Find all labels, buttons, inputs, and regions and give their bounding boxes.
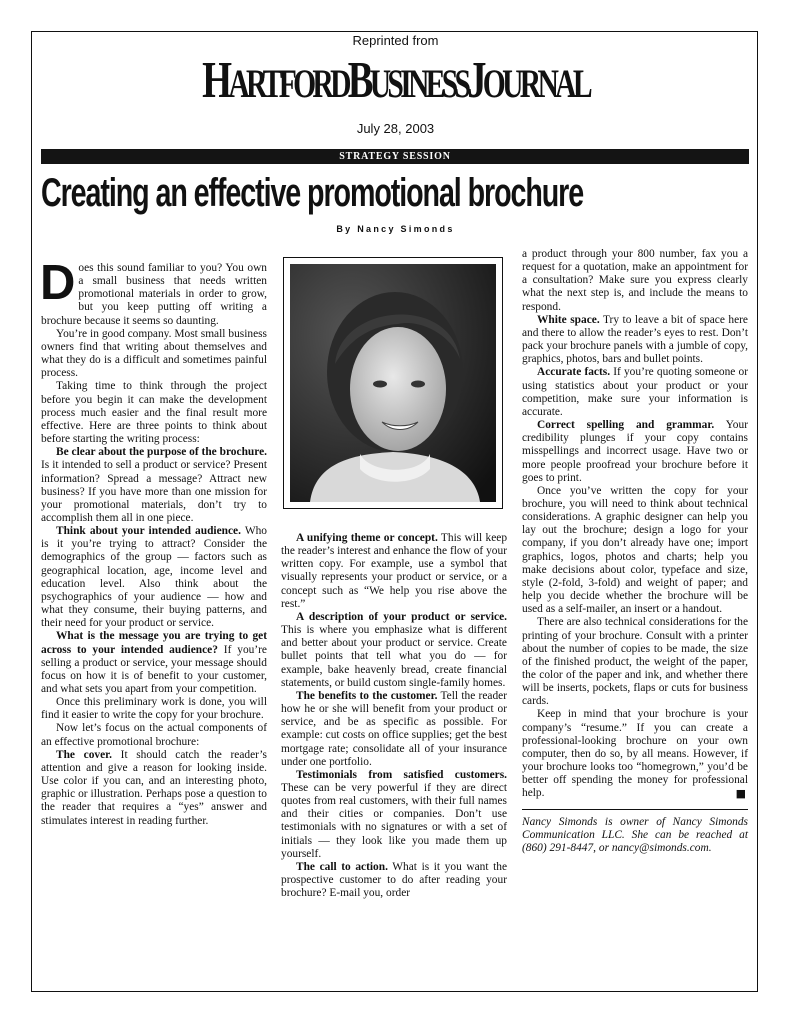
paragraph: A unifying theme or concept. This will keep the reader’s interest and enhance the flow of your written copy. For example, use a symbol that visually represents your product or service, or a concept such as “We help you rise above the rest.” xyxy=(281,532,508,610)
paragraph: a product through your 800 number, fax you a request for a quotation, make an appointment for a consultation? Make sure you express clearly what the next step is, and include the means to respond. xyxy=(522,248,748,313)
masthead: HARTFORDBUSINESSJOURNAL xyxy=(202,52,589,109)
paragraph: The call to action. What is it you want the prospective customer to do after reading your brochure? E-mail you, order xyxy=(281,860,507,900)
author-bio: Nancy Simonds is owner of Nancy Simonds Communication LLC. She can be reached at (860) 291-8447, or nancy@simonds.com. xyxy=(522,815,748,854)
paragraph: There are also technical considerations for the printing of your brochure. Consult with a printer about the number of copies to be made, the size of the finished product, the weight of the paper, the color of the paper and ink, and whether there will be inserts, pockets, flaps or cuts for business cards. xyxy=(522,616,748,708)
divider xyxy=(522,809,748,810)
column-2 xyxy=(281,532,507,900)
end-mark-icon: ■ xyxy=(735,787,746,801)
portrait-illustration xyxy=(290,264,496,502)
paragraph: Testimonials from satisfied customers. These can be very powerful if they are direct quotes from real customers, with their full names and their cities or companies. Don’t use testimonials with no signatures or with a set of initials — they look like you made them up yourself. xyxy=(281,768,507,860)
paragraph: Accurate facts. If you’re quoting someone or using statistics about your product or your competition, make sure your information is accurate. xyxy=(522,366,748,418)
section-bar: STRATEGY SESSION xyxy=(41,149,749,164)
column-1 xyxy=(40,256,267,828)
paragraph: White space. Try to leave a bit of space here and there to allow the reader’s eyes to rest. Don’t pack your brochure panels with a jumble of copy, graphics, photos, bars and bullet points. xyxy=(522,313,748,366)
byline: By Nancy Simonds xyxy=(336,224,455,234)
paragraph: The cover. It should catch the reader’s attention and give a reason for looking inside. Use color if you can, and an interesting photo, graphic or illustration. Perhaps pose a question to the reader that requires a “yes” answer and stimulates interest in reading further. xyxy=(41,748,267,827)
paragraph: Correct spelling and grammar. Your credibility plunges if your copy contains misspellings and incorrect usage. Have two or more people proofread your brochure before it goes to print. xyxy=(522,419,748,484)
drop-cap: D xyxy=(40,256,76,310)
paragraph: Now let’s focus on the actual components of an effective promotional brochure: xyxy=(41,722,267,748)
paragraph: Once you’ve written the copy for your brochure, you will need to think about technical considerations. A graphic designer can help you lay out the brochure; design a logo for your company, if you don’t already have one; import graphics, logos, photos and charts; help you make decisions about color, typeface and size, style (2-fold, 3-fold) and weight of paper; and help you decide whether the brochure will be used as a self-mailer, an insert or a handout. xyxy=(522,484,748,616)
paragraph: The benefits to the customer. Tell the reader how he or she will benefit from your product or service, and be as specific as possible. For example: cut costs on office supplies; get the best mortgage rate; consolidate all of your insurance under one portfolio. xyxy=(281,689,507,768)
paragraph: Think about your intended audience. Who is it you’re trying to attract? Consider the demographics of the group — factors such as geographical location, age, income level and education level. Also think about the psychographics of your audience — how and what they consume, their buying patterns, and their need for your product or service. xyxy=(41,525,267,630)
paragraph: Taking time to think through the project before you begin it can make the development process much easier and the final result more effective. Here are three points to think about before starting the writing process: xyxy=(41,380,267,446)
paragraph: Be clear about the purpose of the brochure. Is it intended to sell a product or service? Present information? Spread a message? Attract new business? If you have more than one mission for your promotional materials, don’t try to accomplish them all in one piece. xyxy=(41,446,267,524)
paragraph: You’re in good company. Most small business owners find that writing about themselves and what they do is a difficult and sometimes painful process. xyxy=(41,327,267,380)
paragraph: A description of your product or service. This is where you emphasize what is different and better about your product or service. Create bullet points that tell what you do — for example, bake heavenly bread, create financial statements, or build custom single-family homes. xyxy=(281,610,507,689)
paragraph: What is the message you are trying to get across to your intended audience? If you’re selling a product or service, your message should focus on how it is of benefit to your customer, and what sets you apart from your competition. xyxy=(41,630,267,695)
paragraph: Keep in mind that your brochure is your company’s “resume.” If you can create a professional-looking brochure on your own computer, then do so, by all means. However, if your brochure looks too “homegrown,” you’d be better off spending the money for professional help. ■ xyxy=(522,708,748,801)
author-photo-frame xyxy=(283,257,503,509)
author-photo xyxy=(290,264,496,502)
issue-date: July 28, 2003 xyxy=(356,121,435,136)
paragraph: Once this preliminary work is done, you will find it easier to write the copy for your brochure. xyxy=(41,696,267,722)
headline: Creating an effective promotional brochure xyxy=(41,171,584,215)
paragraph: Does this sound familiar to you? You own a small business that needs written promotional materials in order to grow, but you keep putting off writing a brochure because it seems so daunting. xyxy=(40,256,267,327)
reprinted-from: Reprinted from xyxy=(352,33,439,48)
column-3 xyxy=(522,248,748,855)
